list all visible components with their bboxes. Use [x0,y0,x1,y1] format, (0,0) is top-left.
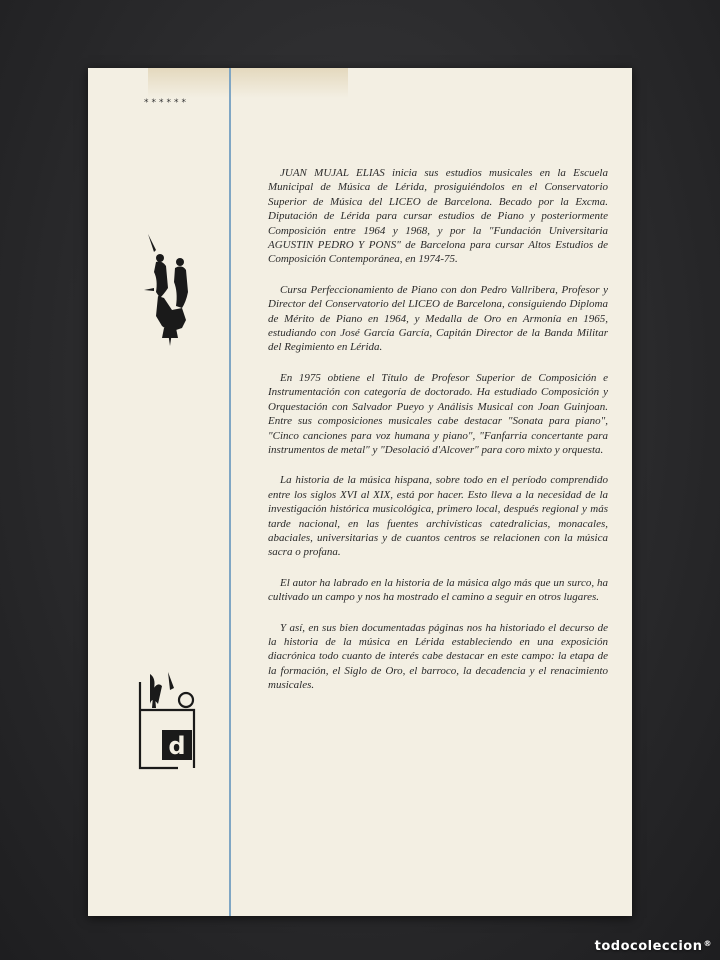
vertical-blue-rule [229,68,231,916]
watermark-mark: ® [703,939,712,948]
paragraph-3: En 1975 obtiene el Título de Profesor Superior de Composición e Instrumentación con categoría de doctorado. Ha estudiado Composición y Orquestación con Salvador Pueyo y Análisis Musical con Joan Guinjoan. Entre sus composiciones musicales cabe destacar "Sonata para piano", "Cinco canciones para voz humana y piano", "Fanfarria concertante para instrumentos de metal" y "Desolació d'Alcover" para coro mixto y orquesta. [268,371,608,456]
watermark-text: todocoleccion [594,939,703,954]
paragraph-2: Cursa Perfeccionamiento de Piano con don Pedro Vallribera, Profesor y Director del Conservatorio del LICEO de Barcelona, consiguiendo Diploma de Mérito de Piano en 1964, y Medalla de Oro en Armonía en 1965, estudiando con José García García, Capitán Director de la Banda Militar del Regimiento en Lérida. [268,283,608,354]
biography-text [268,166,608,709]
paragraph-5: El autor ha labrado en la historia de la música algo más que un surco, ha cultivado un campo y nos ha mostrado el camino a seguir en otros lugares. [268,576,608,604]
paragraph-6: Y así, en sus bien documentadas páginas nos ha historiado el decurso de la historia de la música en Lérida estableciendo en una exposición diacrónica todo cuanto de interés cabe destacar en este campo: la etapa de la formación, el Siglo de Oro, el barroco, la decadencia y el renacimiento musicales. [268,621,608,692]
watermark [595,939,712,954]
logo-letter: d [168,732,186,760]
book-back-cover [88,68,632,916]
decorative-stars: ****** [144,98,189,108]
age-stain [148,68,348,98]
paragraph-1: JUAN MUJAL ELIAS inicia sus estudios musicales en la Escuela Municipal de Música de Lérida, prosiguiéndolos en el Conservatorio Superior de Música del LICEO de Barcelona. Becado por la Excma. Diputación de Lérida para cursar estudios de Piano y posteriormente Composición entre 1964 y 1968, y por la "Fundación Universitaria AGUSTIN PEDRO Y PONS" de Barcelona para cursar Altos Estudios de Composición Contemporánea, en 1974-75. [268,167,608,266]
paragraph-4: La historia de la música hispana, sobre todo en el período comprendido entre los siglos XVI al XIX, está por hacer. Esto lleva a la necesidad de la investigación histórica musicológica, primero local, después regional y más tarde nacional, en las fuentes archivísticas catedralicias, monacales, abaciales, universitarias y de cuantos centros se relacionen con la música sacra o profana. [268,474,608,559]
statue-emblem-icon [142,228,198,348]
publisher-logo-icon [134,668,204,776]
